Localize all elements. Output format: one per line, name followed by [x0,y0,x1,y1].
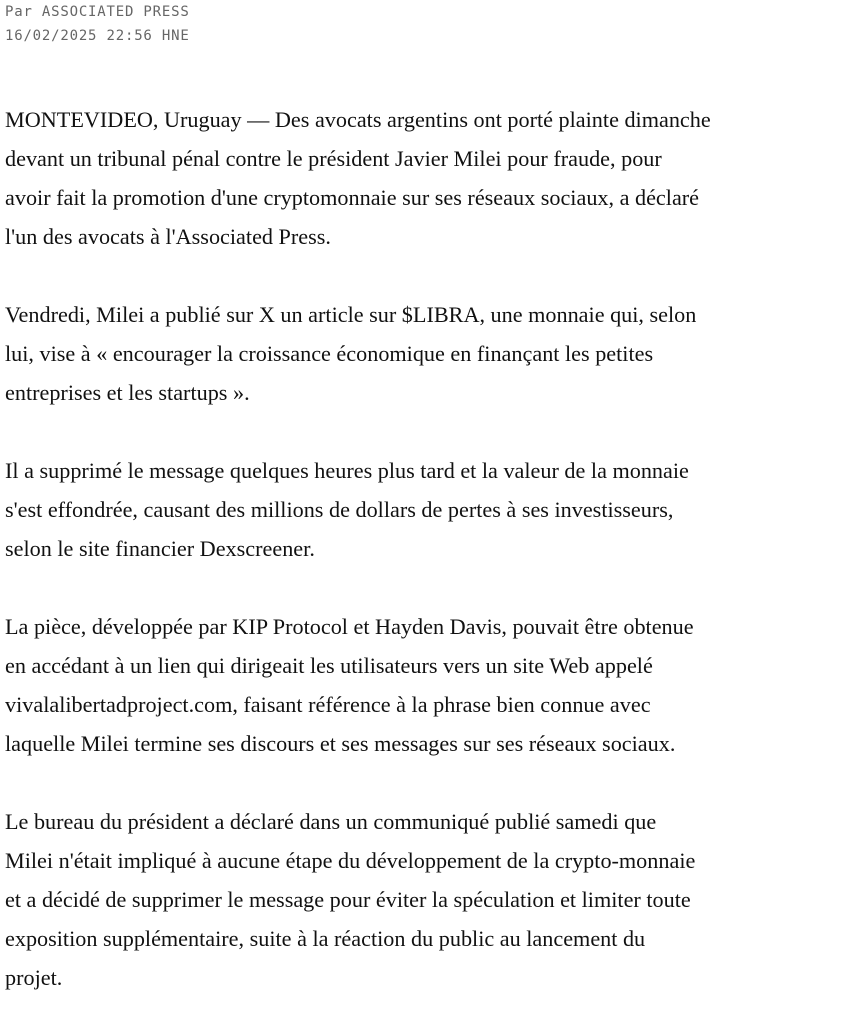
paragraph-line: projet. [5,965,63,990]
byline [5,0,850,48]
article [5,0,850,1036]
article-paragraph [5,100,850,256]
paragraph-line: Vendredi, Milei a publié sur X un article sur $LIBRA, une monnaie qui, selon [5,302,697,327]
byline-datetime: 16/02/2025 22:56 HNE [5,28,190,44]
paragraph-line: laquelle Milei termine ses discours et ses messages sur ses réseaux sociaux. [5,731,676,756]
paragraph-line: entreprises et les startups ». [5,380,250,405]
article-paragraph [5,607,850,763]
paragraph-line: devant un tribunal pénal contre le président Javier Milei pour fraude, pour [5,146,662,171]
paragraph-line: lui, vise à « encourager la croissance économique en finançant les petites [5,341,654,366]
paragraph-line: avoir fait la promotion d'une cryptomonnaie sur ses réseaux sociaux, a déclaré [5,185,700,210]
paragraph-line: selon le site financier Dexscreener. [5,536,315,561]
article-paragraph [5,295,850,412]
paragraph-line: l'un des avocats à l'Associated Press. [5,224,331,249]
paragraph-line: Il a supprimé le message quelques heures plus tard et la valeur de la monnaie [5,458,689,483]
article-body [5,100,850,997]
paragraph-line: et a décidé de supprimer le message pour éviter la spéculation et limiter toute [5,887,691,912]
article-paragraph [5,451,850,568]
paragraph-line: Milei n'était impliqué à aucune étape du développement de la crypto-monnaie [5,848,696,873]
paragraph-line: exposition supplémentaire, suite à la réaction du public au lancement du [5,926,646,951]
paragraph-line: Le bureau du président a déclaré dans un communiqué publié samedi que [5,809,657,834]
paragraph-line: vivalalibertadproject.com, faisant référence à la phrase bien connue avec [5,692,651,717]
paragraph-line: s'est effondrée, causant des millions de dollars de pertes à ses investisseurs, [5,497,674,522]
paragraph-line: MONTEVIDEO, Uruguay — Des avocats argentins ont porté plainte dimanche [5,107,711,132]
paragraph-line: en accédant à un lien qui dirigeait les utilisateurs vers un site Web appelé [5,653,653,678]
paragraph-line: La pièce, développée par KIP Protocol et Hayden Davis, pouvait être obtenue [5,614,694,639]
article-paragraph [5,802,850,997]
byline-author: Par ASSOCIATED PRESS [5,4,190,20]
